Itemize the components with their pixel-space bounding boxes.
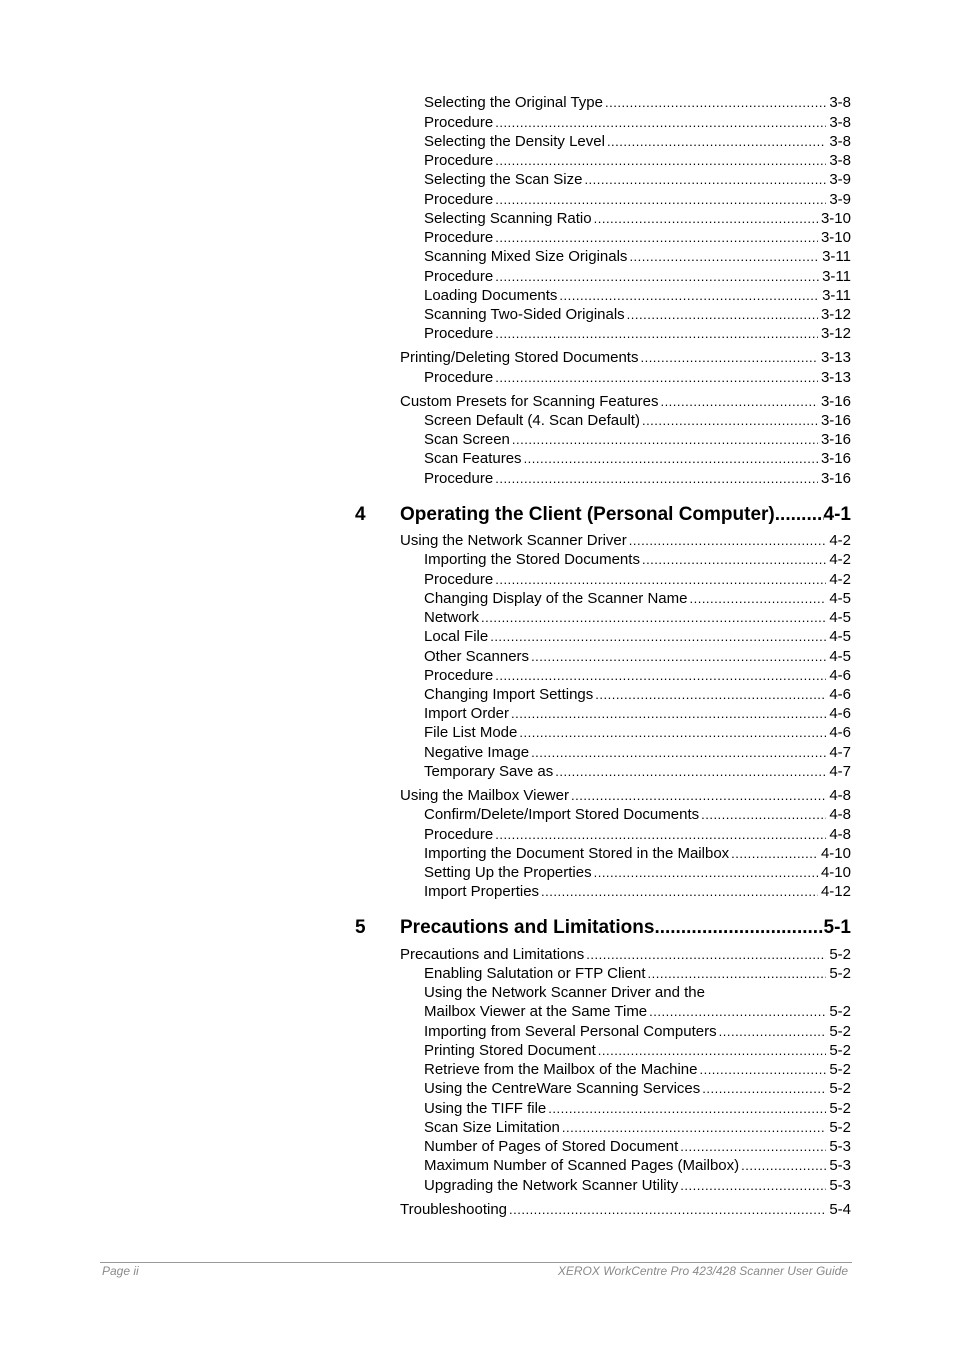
toc-entry-title: Changing Display of the Scanner Name xyxy=(424,590,688,607)
chapter-page: 5-1 xyxy=(823,917,851,938)
toc-entry[interactable] xyxy=(424,1099,851,1118)
toc-entry-page: 4-5 xyxy=(829,648,851,665)
toc-entry-page: 3-16 xyxy=(820,431,851,448)
dot-leader xyxy=(689,589,826,608)
dot-leader xyxy=(627,305,818,324)
dot-leader xyxy=(559,286,819,305)
toc-entry-title: Changing Import Settings xyxy=(424,686,594,703)
toc-entry-page: 3-10 xyxy=(820,210,851,227)
dot-leader xyxy=(595,685,826,704)
toc-entry-title: Import Properties xyxy=(424,883,540,900)
toc-entry-title: Selecting the Scan Size xyxy=(424,171,583,188)
toc-entry[interactable] xyxy=(424,1176,851,1195)
footer-page-number: Page ii xyxy=(102,1264,139,1278)
toc-entry[interactable] xyxy=(424,1137,851,1156)
toc-entry[interactable] xyxy=(424,882,851,901)
toc-entry[interactable] xyxy=(424,647,851,666)
toc-entry[interactable] xyxy=(424,550,851,569)
toc-entry-title: Network xyxy=(424,609,480,626)
toc-entry-page: 4-6 xyxy=(829,724,851,741)
toc-entry-page: 3-11 xyxy=(822,268,851,285)
toc-entry[interactable] xyxy=(424,863,851,882)
toc-entry-page: 5-4 xyxy=(829,1201,851,1218)
dot-leader xyxy=(555,762,826,781)
dot-leader xyxy=(495,666,826,685)
toc-entry-page: 5-3 xyxy=(829,1157,851,1174)
toc-entry-page: 4-10 xyxy=(820,864,851,881)
toc-entry[interactable] xyxy=(424,430,851,449)
toc-entry-title: Procedure xyxy=(424,571,494,588)
toc-entry[interactable] xyxy=(400,531,851,550)
toc-entry[interactable] xyxy=(424,286,851,305)
toc-entry-title: Scan Features xyxy=(424,450,522,467)
dot-leader xyxy=(699,1060,826,1079)
toc-entry-title: Setting Up the Properties xyxy=(424,864,592,881)
toc-entry[interactable] xyxy=(424,743,851,762)
toc-entry[interactable] xyxy=(424,170,851,189)
dot-leader xyxy=(495,825,826,844)
toc-entry[interactable] xyxy=(424,1079,851,1098)
toc-entry[interactable] xyxy=(400,1200,851,1219)
toc-entry-title: Scan Screen xyxy=(424,431,510,448)
toc-entry-title: Selecting the Original Type xyxy=(424,94,603,111)
toc-entry[interactable] xyxy=(424,964,851,983)
dot-leader xyxy=(511,704,826,723)
toc-entry-title: Other Scanners xyxy=(424,648,530,665)
dot-leader xyxy=(719,1022,827,1041)
toc-entry-title: Custom Presets for Scanning Features xyxy=(400,393,659,410)
toc-entry-title: Enabling Salutation or FTP Client xyxy=(424,965,646,982)
toc-entry[interactable] xyxy=(424,983,851,1002)
dot-leader xyxy=(594,209,818,228)
dot-leader xyxy=(495,228,818,247)
toc-entry[interactable] xyxy=(424,228,851,247)
toc-entry-page: 3-16 xyxy=(820,412,851,429)
toc-entry[interactable] xyxy=(424,267,851,286)
dot-leader xyxy=(629,247,819,266)
dot-leader xyxy=(654,915,823,941)
dot-leader xyxy=(490,627,826,646)
toc-entry-title: Mailbox Viewer at the Same Time xyxy=(424,1003,648,1020)
toc-entry-title: Printing/Deleting Stored Documents xyxy=(400,349,639,366)
toc-entry-title: Using the Network Scanner Driver xyxy=(400,532,627,549)
toc-entry-title: Using the Mailbox Viewer xyxy=(400,787,569,804)
toc-entry[interactable] xyxy=(424,685,851,704)
toc-entry[interactable] xyxy=(424,368,851,387)
dot-leader xyxy=(495,368,818,387)
dot-leader xyxy=(531,647,826,666)
toc-entry-page: 4-5 xyxy=(829,590,851,607)
toc-entry-page: 5-2 xyxy=(829,1080,851,1097)
toc-entry-page: 4-8 xyxy=(829,806,851,823)
dot-leader xyxy=(598,1041,827,1060)
toc-entry[interactable] xyxy=(424,93,851,112)
toc-entry-page: 3-9 xyxy=(829,171,851,188)
toc-entry[interactable] xyxy=(424,324,851,343)
toc-entry-page: 4-8 xyxy=(829,826,851,843)
toc-entry[interactable] xyxy=(424,666,851,685)
toc-entry-title: Troubleshooting xyxy=(400,1201,508,1218)
toc-entry-title: Procedure xyxy=(424,191,494,208)
chapter-heading[interactable] xyxy=(355,915,851,941)
toc-entry-title: Maximum Number of Scanned Pages (Mailbox) xyxy=(424,1157,740,1174)
toc-entry-page: 4-6 xyxy=(829,705,851,722)
dot-leader xyxy=(648,964,827,983)
dot-leader xyxy=(531,743,826,762)
toc-entry[interactable] xyxy=(424,570,851,589)
toc-entry-title: Printing Stored Document xyxy=(424,1042,596,1059)
dot-leader xyxy=(642,550,826,569)
toc-entry-title: Importing the Document Stored in the Mailbox xyxy=(424,845,730,862)
toc-entry-title: Confirm/Delete/Import Stored Documents xyxy=(424,806,700,823)
toc-entry-page: 3-8 xyxy=(829,94,851,111)
toc-entry-page: 5-2 xyxy=(829,1003,851,1020)
toc-entry-page: 3-13 xyxy=(820,369,851,386)
dot-leader xyxy=(512,430,818,449)
toc-entry-page: 5-2 xyxy=(829,1023,851,1040)
toc-entry-page: 5-3 xyxy=(829,1177,851,1194)
dot-leader xyxy=(741,1156,826,1175)
dot-leader xyxy=(495,570,826,589)
toc-entry-page: 4-2 xyxy=(829,551,851,568)
chapter-number: 5 xyxy=(355,917,366,938)
toc-entry-title: Procedure xyxy=(424,229,494,246)
toc-entry[interactable] xyxy=(424,1156,851,1175)
dot-leader xyxy=(519,723,826,742)
toc-entry-title: Local File xyxy=(424,628,489,645)
toc-entry-page: 5-2 xyxy=(829,1100,851,1117)
dot-leader xyxy=(571,786,826,805)
toc-entry-page: 3-11 xyxy=(822,248,851,265)
toc-entry-title: Negative Image xyxy=(424,744,530,761)
toc-entry-page: 4-8 xyxy=(829,787,851,804)
toc-entry-title: Scanning Mixed Size Originals xyxy=(424,248,628,265)
dot-leader xyxy=(509,1200,826,1219)
toc-entry-page: 4-2 xyxy=(829,532,851,549)
toc-entry-page: 4-5 xyxy=(829,628,851,645)
toc-entry-title: Procedure xyxy=(424,826,494,843)
toc-entry[interactable] xyxy=(424,762,851,781)
dot-leader xyxy=(495,267,819,286)
toc-entry-page: 3-13 xyxy=(820,349,851,366)
chapter-number: 4 xyxy=(355,504,366,525)
dot-leader xyxy=(660,392,818,411)
toc-entry-page: 4-2 xyxy=(829,571,851,588)
toc-entry[interactable] xyxy=(424,825,851,844)
toc-entry-title: Procedure xyxy=(424,114,494,131)
toc-entry-title: Using the TIFF file xyxy=(424,1100,547,1117)
toc-entry[interactable] xyxy=(424,247,851,266)
toc-entry-title: Importing from Several Personal Computers xyxy=(424,1023,717,1040)
toc-entry-page: 4-5 xyxy=(829,609,851,626)
toc-entry-title: Number of Pages of Stored Document xyxy=(424,1138,679,1155)
toc-entry-page: 5-2 xyxy=(829,1042,851,1059)
toc-entry-title: Procedure xyxy=(424,369,494,386)
chapter-title: Operating the Client (Personal Computer) xyxy=(400,504,775,525)
toc-entry-page: 4-10 xyxy=(820,845,851,862)
toc-entry-page: 5-3 xyxy=(829,1138,851,1155)
dot-leader xyxy=(495,151,826,170)
toc-entry[interactable] xyxy=(424,151,851,170)
toc-entry[interactable] xyxy=(424,805,851,824)
dot-leader xyxy=(607,132,826,151)
toc-entry[interactable] xyxy=(424,113,851,132)
dot-leader xyxy=(642,411,818,430)
toc-entry-title: Import Order xyxy=(424,705,510,722)
toc-entry-page: 3-8 xyxy=(829,152,851,169)
toc-entry[interactable] xyxy=(424,449,851,468)
chapter-page: 4-1 xyxy=(823,504,851,525)
toc-entry[interactable] xyxy=(424,1060,851,1079)
toc-entry[interactable] xyxy=(400,348,851,367)
toc-entry-title: Precautions and Limitations xyxy=(400,946,585,963)
dot-leader xyxy=(495,469,818,488)
toc-entry-page: 3-8 xyxy=(829,133,851,150)
dot-leader xyxy=(594,863,818,882)
toc-entry[interactable] xyxy=(424,209,851,228)
toc-entry[interactable] xyxy=(424,589,851,608)
toc-entry-page: 3-12 xyxy=(820,325,851,342)
toc-entry-title: Loading Documents xyxy=(424,287,558,304)
toc-entry-title: Using the CentreWare Scanning Services xyxy=(424,1080,701,1097)
toc-entry-title: Scan Size Limitation xyxy=(424,1119,560,1136)
dot-leader xyxy=(586,945,826,964)
dot-leader xyxy=(495,190,826,209)
dot-leader xyxy=(562,1118,826,1137)
toc-entry[interactable] xyxy=(424,844,851,863)
toc-entry[interactable] xyxy=(424,1118,851,1137)
toc-entry-title: Upgrading the Network Scanner Utility xyxy=(424,1177,679,1194)
dot-leader xyxy=(605,93,826,112)
toc-entry-page: 4-7 xyxy=(829,744,851,761)
toc-entry-page: 3-11 xyxy=(822,287,851,304)
toc-entry[interactable] xyxy=(424,608,851,627)
toc-entry-title: Procedure xyxy=(424,470,494,487)
toc-entry-page: 3-12 xyxy=(820,306,851,323)
toc-entry[interactable] xyxy=(424,469,851,488)
toc-entry-page: 4-7 xyxy=(829,763,851,780)
toc-entry-page: 3-9 xyxy=(829,191,851,208)
dot-leader xyxy=(680,1137,826,1156)
toc-entry-page: 5-2 xyxy=(829,1061,851,1078)
dot-leader xyxy=(775,502,824,528)
toc-entry[interactable] xyxy=(400,945,851,964)
toc-entry[interactable] xyxy=(424,305,851,324)
toc-entry-title: Procedure xyxy=(424,268,494,285)
toc-entry[interactable] xyxy=(400,392,851,411)
toc-entry[interactable] xyxy=(424,411,851,430)
toc-entry[interactable] xyxy=(424,1002,851,1021)
toc-entry-title: Screen Default (4. Scan Default) xyxy=(424,412,640,429)
chapter-heading[interactable] xyxy=(355,502,851,528)
toc-entry-page: 4-12 xyxy=(820,883,851,900)
toc-entry-page: 3-16 xyxy=(820,450,851,467)
toc-entry-title: Using the Network Scanner Driver and the xyxy=(424,984,705,1001)
dot-leader xyxy=(701,805,826,824)
dot-leader xyxy=(649,1002,826,1021)
toc-entry-page: 5-2 xyxy=(829,946,851,963)
toc-entry[interactable] xyxy=(400,786,851,805)
toc-entry-title: Temporary Save as xyxy=(424,763,554,780)
dot-leader xyxy=(495,324,818,343)
footer-document-title: XEROX WorkCentre Pro 423/428 Scanner User Guide xyxy=(557,1264,848,1278)
dot-leader xyxy=(680,1176,826,1195)
toc-entry-title: Scanning Two-Sided Originals xyxy=(424,306,625,323)
dot-leader xyxy=(640,348,818,367)
dot-leader xyxy=(548,1099,826,1118)
toc-entry-title: Procedure xyxy=(424,152,494,169)
toc-entry[interactable] xyxy=(424,627,851,646)
dot-leader xyxy=(731,844,818,863)
toc-entry[interactable] xyxy=(424,132,851,151)
toc-entry-page: 4-6 xyxy=(829,667,851,684)
toc-entry-page: 5-2 xyxy=(829,965,851,982)
toc-entry-title: Selecting the Density Level xyxy=(424,133,605,150)
dot-leader xyxy=(702,1079,826,1098)
toc-entry-title: Selecting Scanning Ratio xyxy=(424,210,592,227)
toc-entry[interactable] xyxy=(424,1041,851,1060)
toc-entry-page: 4-6 xyxy=(829,686,851,703)
footer-rule xyxy=(100,1262,852,1263)
toc-entry-page: 3-8 xyxy=(829,114,851,131)
toc-entry-title: Importing the Stored Documents xyxy=(424,551,640,568)
dot-leader xyxy=(524,449,818,468)
dot-leader xyxy=(481,608,826,627)
toc-entry-page: 3-16 xyxy=(820,393,851,410)
chapter-title: Precautions and Limitations xyxy=(400,917,655,938)
dot-leader xyxy=(629,531,827,550)
toc-entry-page: 3-10 xyxy=(820,229,851,246)
toc-entry-title: Procedure xyxy=(424,325,494,342)
toc-entry[interactable] xyxy=(424,1022,851,1041)
toc-entry-page: 3-16 xyxy=(820,470,851,487)
dot-leader xyxy=(495,113,826,132)
toc-entry-title: Retrieve from the Mailbox of the Machine xyxy=(424,1061,698,1078)
toc-entry[interactable] xyxy=(424,704,851,723)
toc-entry-title: File List Mode xyxy=(424,724,518,741)
toc-entry[interactable] xyxy=(424,723,851,742)
toc-entry-title: Procedure xyxy=(424,667,494,684)
dot-leader xyxy=(541,882,818,901)
toc-entry-page: 5-2 xyxy=(829,1119,851,1136)
toc-entry[interactable] xyxy=(424,190,851,209)
dot-leader xyxy=(584,170,826,189)
